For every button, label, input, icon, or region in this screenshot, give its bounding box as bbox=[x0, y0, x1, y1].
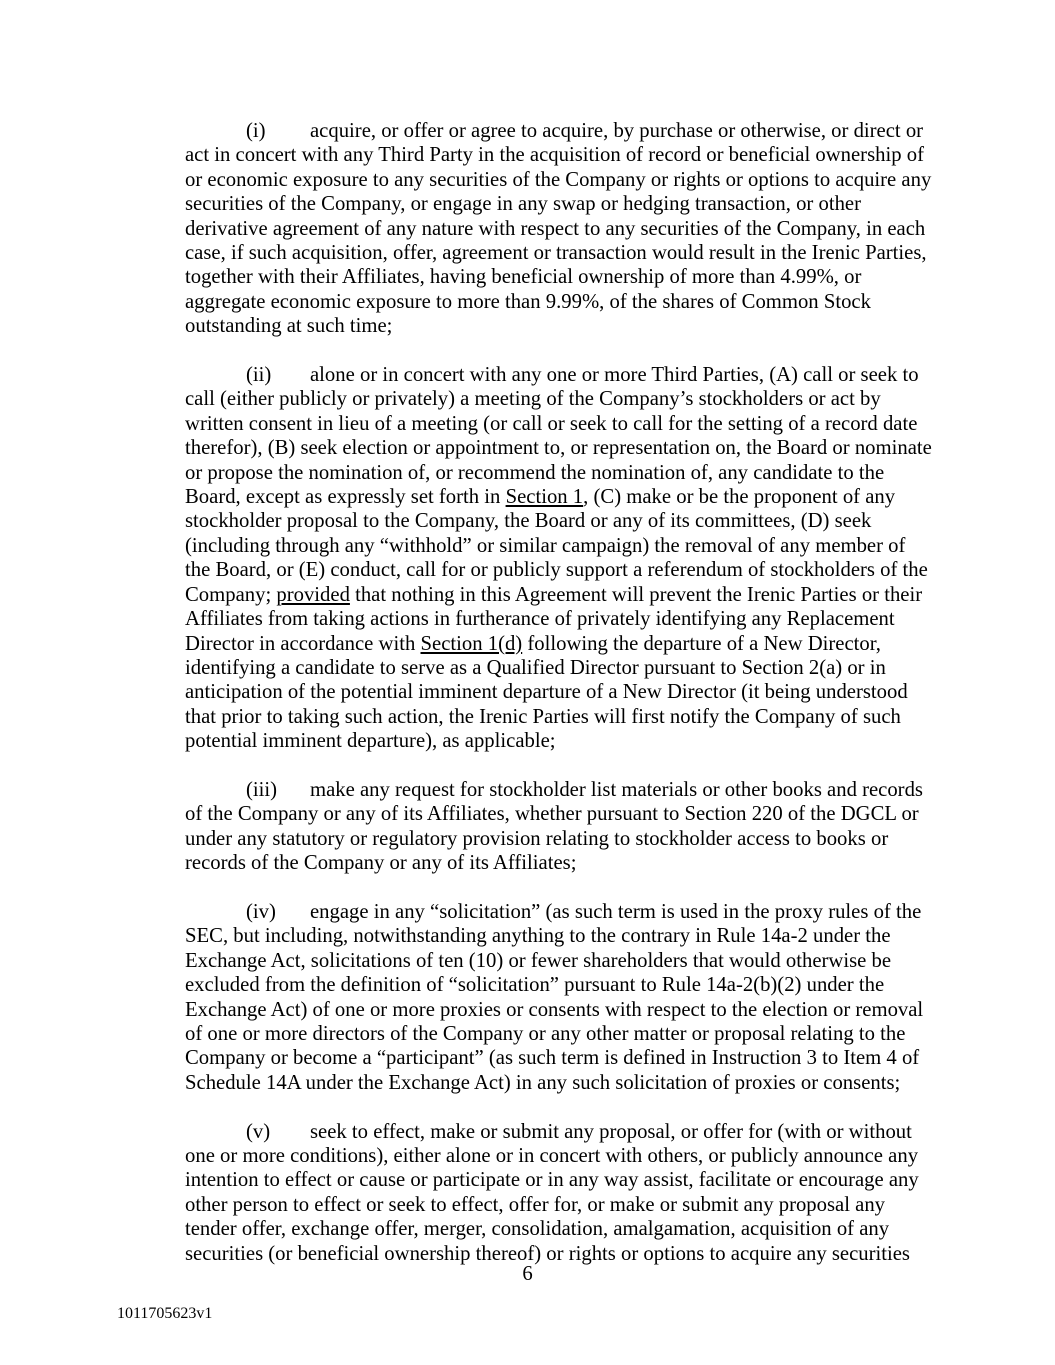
clause-v-marker: (v) bbox=[246, 1120, 271, 1143]
clause-i-marker: (i) bbox=[246, 120, 266, 142]
page-number: 6 bbox=[522, 1263, 533, 1285]
clause-v-text: seek to effect, make or submit any proposal, or offer for (with or without one or more conditions), either alone or in concert with others, or publicly announce any intention to effect or cause or participate or in any way assist, facilitate or encourage any other person to effect or seek to effect, offer for, or make or submit any proposal any tender offer, exchange offer, merger, consolidation, amalgamation, acquisition of any securities (or beneficial ownership thereof) or rights or options to acquire any securities bbox=[185, 1120, 919, 1265]
clause-iv bbox=[185, 900, 932, 1095]
document-body bbox=[185, 119, 932, 1266]
clause-i-text: acquire, or offer or agree to acquire, by purchase or otherwise, or direct or act in concert with any Third Party in the acquisition of record or beneficial ownership of or economic exposure to any securities of the Company or rights or options to acquire any securities of the Company, or engage in any swap or hedging transaction, or other derivative agreement of any nature with respect to any securities of the Company, in each case, if such acquisition, offer, agreement or transaction would result in the Irenic Parties, together with their Affiliates, having beneficial ownership of more than 4.99%, or aggregate economic exposure to more than 9.99%, of the shares of Common Stock outstanding at such time; bbox=[185, 120, 932, 338]
doc-id-stamp: 1011705623v1 bbox=[117, 1305, 213, 1322]
clause-ii-marker: (ii) bbox=[246, 364, 272, 387]
clause-i bbox=[185, 119, 932, 339]
clause-iv-text: engage in any “solicitation” (as such term is used in the proxy rules of the SEC, but including, notwithstanding anything to the contrary in Rule 14a-2 under the Exchange Act, solicitations of ten (10) or fewer shareholders that would otherwise be excluded from the definition of “solicitation” pursuant to Rule 14a-2(b)(2) under the Exchange Act) of one or more proxies or consents with respect to the election or removal of one or more directors of the Company or any other matter or proposal relating to the Company or become a “participant” (as such term is defined in Instruction 3 to Item 4 of Schedule 14A under the Exchange Act) in any such solicitation of proxies or consents; bbox=[185, 900, 924, 1094]
clause-ii bbox=[185, 363, 932, 754]
clause-iii-marker: (iii) bbox=[246, 778, 278, 801]
clause-ii-text: alone or in concert with any one or more Third Parties, (A) call or seek to call (either publicly or privately) a meeting of the Company’s stockholders or act by written consent in lieu of a meeting (or call or seek to call for the setting of a record date therefor), (B) seek election or appointment to, or representation on, the Board or nominate or propose the nomination of, or recommend the nomination of, any candidate to the Board, except as expressly set forth in Section 1, (C) make or be the proponent of any stockholder proposal to the Company, the Board or any of its committees, (D) seek (including through any “withhold” or similar campaign) the removal of any member of the Board, or (E) conduct, call for or publicly support a referendum of stockholders of the Company; provided that nothing in this Agreement will prevent the Irenic Parties or their Affiliates from taking actions in furtherance of privately identifying any Replacement Director in accordance with Section 1(d) following the departure of a New Director, identifying a candidate to serve as a Qualified Director pursuant to Section 2(a) or in anticipation of the potential imminent departure of a New Director (it being understood that prior to taking such action, the Irenic Parties will first notify the Company of such potential imminent departure), as applicable; bbox=[185, 364, 932, 753]
clause-iii bbox=[185, 778, 932, 876]
clause-iv-marker: (iv) bbox=[246, 900, 276, 923]
clause-v bbox=[185, 1120, 932, 1266]
clause-iii-text: make any request for stockholder list materials or other books and records of the Company or any of its Affiliates, whether pursuant to Section 220 of the DGCL or under any statutory or regulatory provision relating to stockholder access to books or records of the Company or any of its Affiliates; bbox=[185, 778, 923, 875]
